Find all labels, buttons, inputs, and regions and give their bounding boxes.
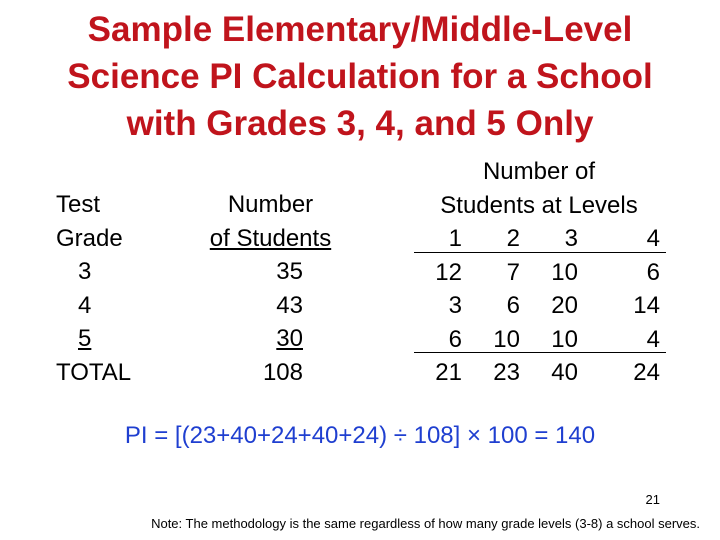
level-count: 10: [493, 325, 520, 353]
level-total: 23: [493, 359, 520, 386]
pi-formula: PI = [(23+40+24+40+24) ÷ 108] × 100 = 140: [124, 422, 596, 449]
level-count: 4: [646, 325, 660, 353]
levels-index-row: [410, 222, 668, 256]
level-total: 40: [551, 359, 578, 386]
level-index: 3: [564, 225, 578, 252]
level-count: 10: [551, 325, 578, 353]
grade-value: 3: [78, 258, 92, 285]
level-total: 21: [435, 359, 462, 386]
level-index: 2: [506, 225, 520, 252]
students-value: 30: [276, 325, 303, 352]
students-at-levels-column: [410, 155, 668, 390]
grade-value: 4: [78, 291, 92, 319]
level-count: 14: [633, 292, 660, 319]
levels-header-line-2: Students at Levels: [440, 191, 638, 219]
slide-title: [0, 6, 720, 147]
number-of-students-column: [198, 188, 343, 389]
level-count: 10: [551, 258, 578, 286]
students-header-line-2: of Students: [209, 224, 332, 252]
students-header-line-1: Number: [227, 191, 314, 218]
grade-header-line-2: Grade: [56, 224, 123, 252]
levels-totals-row: [410, 356, 668, 390]
level-index: 4: [646, 225, 660, 252]
level-count: 12: [435, 258, 462, 286]
level-count: 6: [448, 325, 462, 353]
levels-row-grade-4: [410, 289, 668, 323]
level-count: 7: [506, 258, 520, 286]
students-total: 108: [262, 358, 303, 386]
level-count: 20: [551, 292, 578, 319]
methodology-note: Note: The methodology is the same regardless of how many grade levels (3-8) a school serves.: [151, 516, 700, 531]
level-count: 3: [448, 292, 462, 319]
levels-header-line-1: Number of: [482, 158, 596, 185]
title-line-2: Science PI Calculation for a School: [67, 57, 653, 96]
grade-total-label: TOTAL: [56, 358, 132, 386]
levels-row-grade-3: [410, 256, 668, 290]
students-value: 43: [276, 291, 303, 319]
title-line-3: with Grades 3, 4, and 5 Only: [126, 104, 594, 143]
levels-row-grade-5: [410, 323, 668, 357]
title-line-1: Sample Elementary/Middle-Level: [87, 10, 633, 49]
level-count: 6: [646, 258, 660, 286]
page-number: 21: [645, 492, 660, 507]
students-value: 35: [276, 258, 303, 285]
level-total: 24: [633, 359, 660, 386]
level-index: 1: [448, 225, 462, 252]
grade-header-line-1: Test: [56, 191, 101, 218]
grade-value: 5: [78, 325, 92, 352]
level-count: 6: [506, 292, 520, 319]
test-grade-column: [56, 188, 156, 389]
